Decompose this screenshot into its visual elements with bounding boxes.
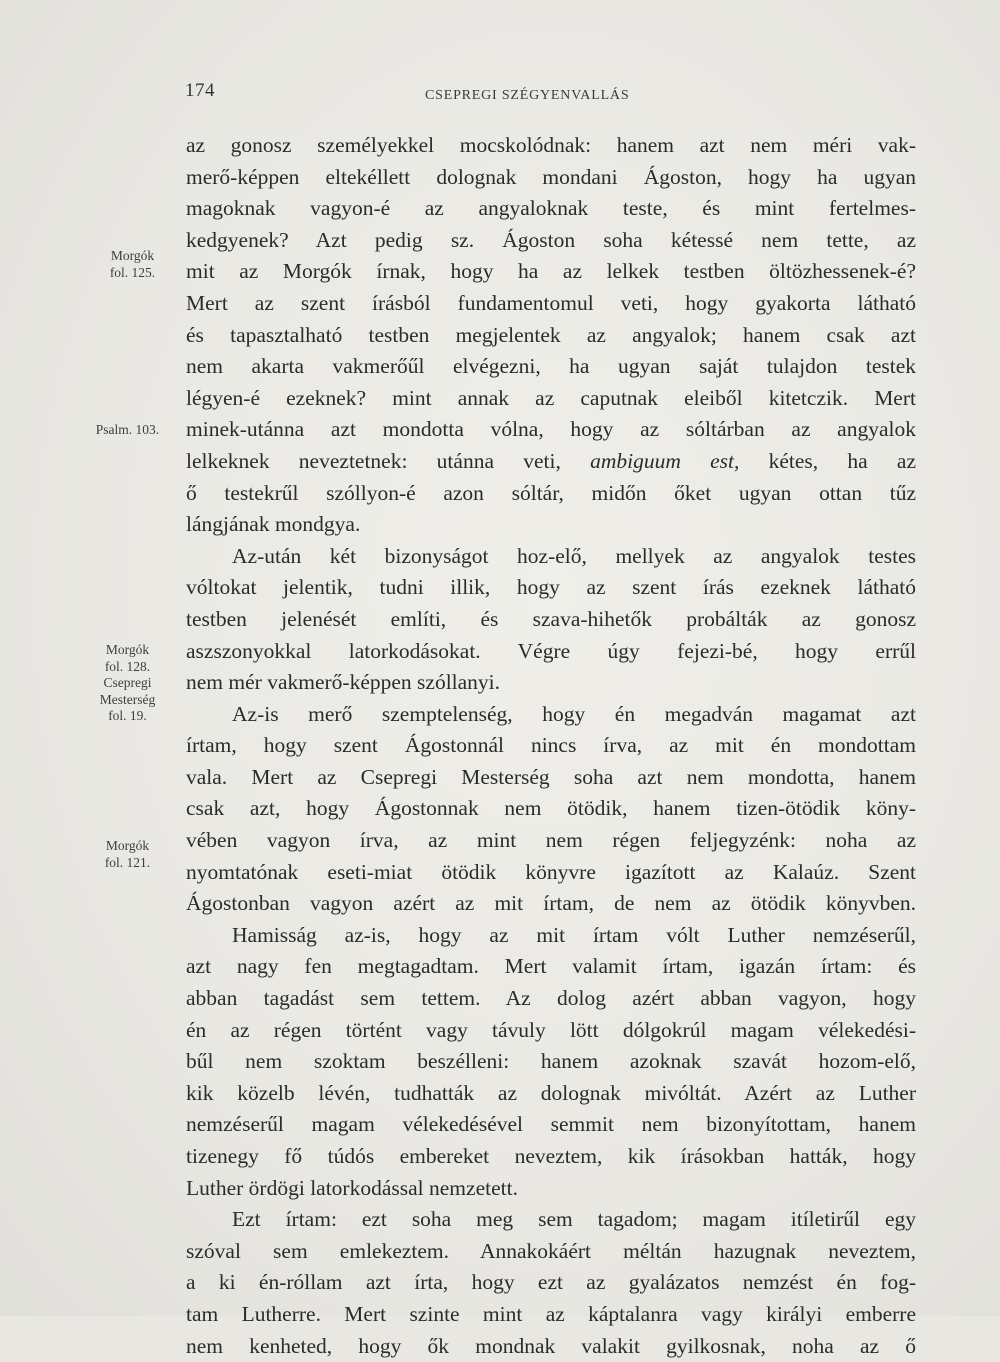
- text-line: minek-utánna azt mondotta vólna, hogy az sóltárban az angyalok: [186, 417, 916, 442]
- text-line: tizenegy fő túdós embereket neveztem, kik írásokban hatták, hogy: [186, 1144, 916, 1168]
- margin-note-line: Mesterség: [99, 691, 156, 707]
- text-line: nem akarta vakmerőűl elvégezni, ha ugyan saját tulajdon testek: [186, 354, 916, 379]
- paragraph-first-line: Ezt írtam: ezt soha meg sem tagadom; magam itíletirűl egy: [232, 1207, 916, 1232]
- text-line: légyen-é ezeknek? mint annak az caputnak eleiből kitetczik. Mert: [186, 385, 916, 410]
- text-line: vében vagyon írva, az mint nem régen feljegyzénk: noha az: [186, 828, 916, 853]
- text-line: aszszonyokkal latorkodásokat. Végre úgy fejezi-bé, hogy errűl: [186, 638, 916, 663]
- body-text: [186, 130, 916, 1362]
- text-line: nemzéserűl magam vélekedésével semmit nem bizonyítottam, hanem: [186, 1112, 916, 1137]
- text-line: Luther ördögi latorkodással nemzetett.: [186, 1175, 518, 1200]
- text-line: tam Lutherre. Mert szinte mint az káptalanra vagy királyi emberre: [186, 1301, 916, 1326]
- text-line: vala. Mert az Csepregi Mesterség soha azt nem mondotta, hanem: [186, 764, 916, 789]
- text-line: Ágostonban vagyon azért az mit írtam, de nem az ötödik könyvben.: [186, 891, 916, 916]
- text-line: a ki én-róllam azt írta, hogy ezt az gyalázatos nemzést én fog-: [186, 1270, 916, 1295]
- margin-note-morgok-125: [85, 248, 180, 281]
- margin-note-line: fol. 19.: [108, 708, 147, 723]
- text-line: én az régen történt vagy távuly lött dólgokrúl magam vélekedési-: [186, 1017, 916, 1042]
- text-line: szóval sem emlekeztem. Annakokáért méltán hazugnak neveztem,: [186, 1238, 916, 1263]
- text-line-with-italic: [186, 446, 916, 478]
- paragraph-first-line: Az-után két bizonyságot hoz-elő, mellyek az angyalok testes: [232, 543, 916, 568]
- text-segment: kétes, ha az: [739, 448, 916, 473]
- text-line: merő-képpen eltekéllett dolognak mondani Ágoston, hogy ha ugyan: [186, 164, 916, 189]
- text-line: abban tagadást sem tettem. Az dolog azért abban vagyon, hogy: [186, 986, 916, 1011]
- text-line: bűl nem szoktam beszélleni: hanem azoknak szavát hozom-elő,: [186, 1049, 916, 1074]
- text-line: mit az Morgók írnak, hogy ha az lelkek testben öltözhessenek-é?: [186, 259, 916, 284]
- margin-note-morgok-121: [80, 838, 175, 871]
- text-line: csak azt, hogy Ágostonnak nem ötödik, hanem tizen-ötödik köny-: [186, 796, 916, 821]
- text-line: nem mér vakmerő-képpen szóllanyi.: [186, 670, 501, 695]
- margin-note-line: Csepregi: [103, 675, 152, 690]
- paragraph-first-line: Hamisság az-is, hogy az mit írtam vólt Luther nemzéserűl,: [232, 922, 916, 947]
- paragraph-first-line: Az-is merő szemptelenség, hogy én megadván magamat azt: [232, 701, 916, 726]
- text-line: ő testekrűl szóllyon-é azon sóltár, midőn őket ugyan ottan tűz: [186, 480, 916, 505]
- italic-phrase: ambiguum est,: [590, 448, 740, 473]
- text-line: vóltokat jelentik, tudni illik, hogy az szent írás ezeknek látható: [186, 575, 916, 600]
- text-line: az gonosz személyekkel mocskolódnak: hanem azt nem méri vak-: [186, 133, 916, 157]
- text-line: Mert az szent írásból fundamentomul veti, hogy gyakorta látható: [186, 290, 916, 315]
- text-line: magoknak vagyon-é az angyaloknak teste, és mint fertelmes-: [186, 196, 916, 221]
- margin-note-psalm-103: [80, 422, 175, 439]
- text-line: kik közelb lévén, tudhatták az dolognak mivóltát. Azért az Luther: [186, 1080, 916, 1105]
- margin-note-line: Morgók: [105, 642, 150, 657]
- margin-note-line: fol. 121.: [104, 854, 151, 870]
- margin-note-morgok-128: [80, 642, 175, 725]
- margin-note-line: Psalm. 103.: [95, 422, 160, 437]
- page-number: 174: [185, 80, 215, 101]
- margin-note-line: fol. 128.: [104, 658, 151, 674]
- text-line: azt nagy fen megtagadtam. Mert valamit írtam, igazán írtam: és: [186, 954, 916, 979]
- text-line: nem kenheted, hogy ők mondnak valakit gyilkosnak, noha az ő: [186, 1333, 916, 1358]
- text-segment: lelkeknek neveztetnek: utánna veti,: [186, 448, 561, 473]
- margin-note-line: Morgók: [105, 838, 150, 853]
- text-line: kedgyenek? Azt pedig sz. Ágoston soha kétessé nem tette, az: [186, 227, 916, 252]
- text-line: testben jelenését említi, és szava-hihetők probálták az gonosz: [186, 606, 916, 631]
- margin-note-line: fol. 125.: [109, 264, 156, 280]
- text-line: írtam, hogy szent Ágostonnál nincs írva, az mit én mondottam: [186, 733, 916, 758]
- text-line: nyomtatónak eseti-miat ötödik könyvre igazított az Kalaúz. Szent: [186, 859, 916, 884]
- text-line: és tapasztalható testben megjelentek az angyalok; hanem csak azt: [186, 322, 916, 347]
- running-title: CSEPREGI SZÉGYENVALLÁS: [425, 88, 630, 103]
- text-line: lángjának mondgya.: [186, 512, 361, 537]
- margin-note-line: Morgók: [110, 248, 155, 263]
